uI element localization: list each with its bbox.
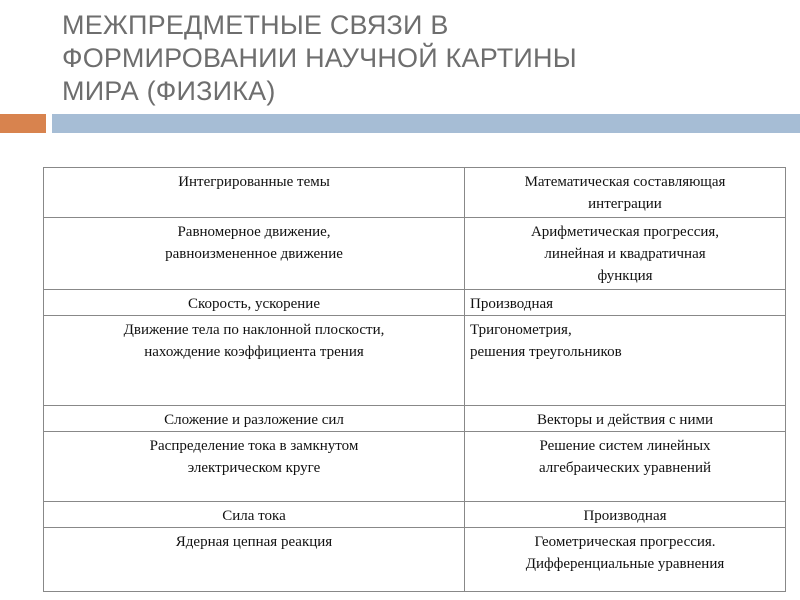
table-row xyxy=(44,406,786,432)
integration-table xyxy=(43,167,786,592)
table-cell xyxy=(44,290,465,316)
slide-title xyxy=(62,9,782,108)
table-cell xyxy=(465,432,786,502)
slide-title-line: ФОРМИРОВАНИИ НАУЧНОЙ КАРТИНЫ xyxy=(62,43,577,73)
table-row xyxy=(44,218,786,290)
table-cell xyxy=(465,218,786,290)
cell-text: нахождение коэффициента трения xyxy=(144,344,364,360)
cell-text: Сложение и разложение сил xyxy=(164,412,344,428)
cell-text: Арифметическая прогрессия, xyxy=(530,224,720,240)
accent-bar-orange xyxy=(0,114,46,133)
cell-text: Тригонометрия, xyxy=(470,322,572,338)
cell-text: Геометрическая прогрессия. xyxy=(534,534,716,550)
table-cell xyxy=(44,528,465,592)
table-header-cell xyxy=(44,168,465,218)
cell-text: Равномерное движение, xyxy=(177,224,331,240)
cell-text: Векторы и действия с ними xyxy=(537,412,713,428)
cell-text: Интегрированные темы xyxy=(178,174,330,190)
table-cell xyxy=(465,290,786,316)
cell-text: Скорость, ускорение xyxy=(187,296,320,312)
table-row xyxy=(44,502,786,528)
cell-text: Производная xyxy=(470,296,554,312)
table-cell xyxy=(44,406,465,432)
table-cell xyxy=(44,218,465,290)
cell-text: Решение систем линейных xyxy=(539,438,711,454)
cell-text: Движение тела по наклонной плоскости, xyxy=(123,322,385,338)
cell-text: Сила тока xyxy=(222,508,286,524)
cell-text: решения треугольников xyxy=(470,344,622,360)
table-cell xyxy=(44,432,465,502)
slide-title-line: МИРА (ФИЗИКА) xyxy=(62,76,276,106)
table-header-cell xyxy=(465,168,786,218)
cell-text: электрическом круге xyxy=(187,460,321,476)
table-cell xyxy=(465,528,786,592)
table-cell xyxy=(465,316,786,406)
cell-text: Математическая составляющая xyxy=(524,174,726,190)
table-row xyxy=(44,316,786,406)
table-row xyxy=(44,432,786,502)
cell-text: Распределение тока в замкнутом xyxy=(149,438,359,454)
table-row xyxy=(44,290,786,316)
cell-text: Дифференциальные уравнения xyxy=(525,556,725,572)
accent-bar-blue xyxy=(52,114,800,133)
table-row xyxy=(44,168,786,218)
cell-text: функция xyxy=(597,268,653,284)
slide-title-line: МЕЖПРЕДМЕТНЫЕ СВЯЗИ В xyxy=(62,10,449,40)
cell-text: равноизмененное движение xyxy=(165,246,343,262)
table-cell xyxy=(465,502,786,528)
table-cell xyxy=(44,502,465,528)
cell-text: Ядерная цепная реакция xyxy=(175,534,333,550)
cell-text: линейная и квадратичная xyxy=(544,246,706,262)
cell-text: алгебраических уравнений xyxy=(538,460,711,476)
table-row xyxy=(44,528,786,592)
table-cell xyxy=(44,316,465,406)
cell-text: интеграции xyxy=(588,196,662,212)
table-cell xyxy=(465,406,786,432)
cell-text: Производная xyxy=(583,508,667,524)
